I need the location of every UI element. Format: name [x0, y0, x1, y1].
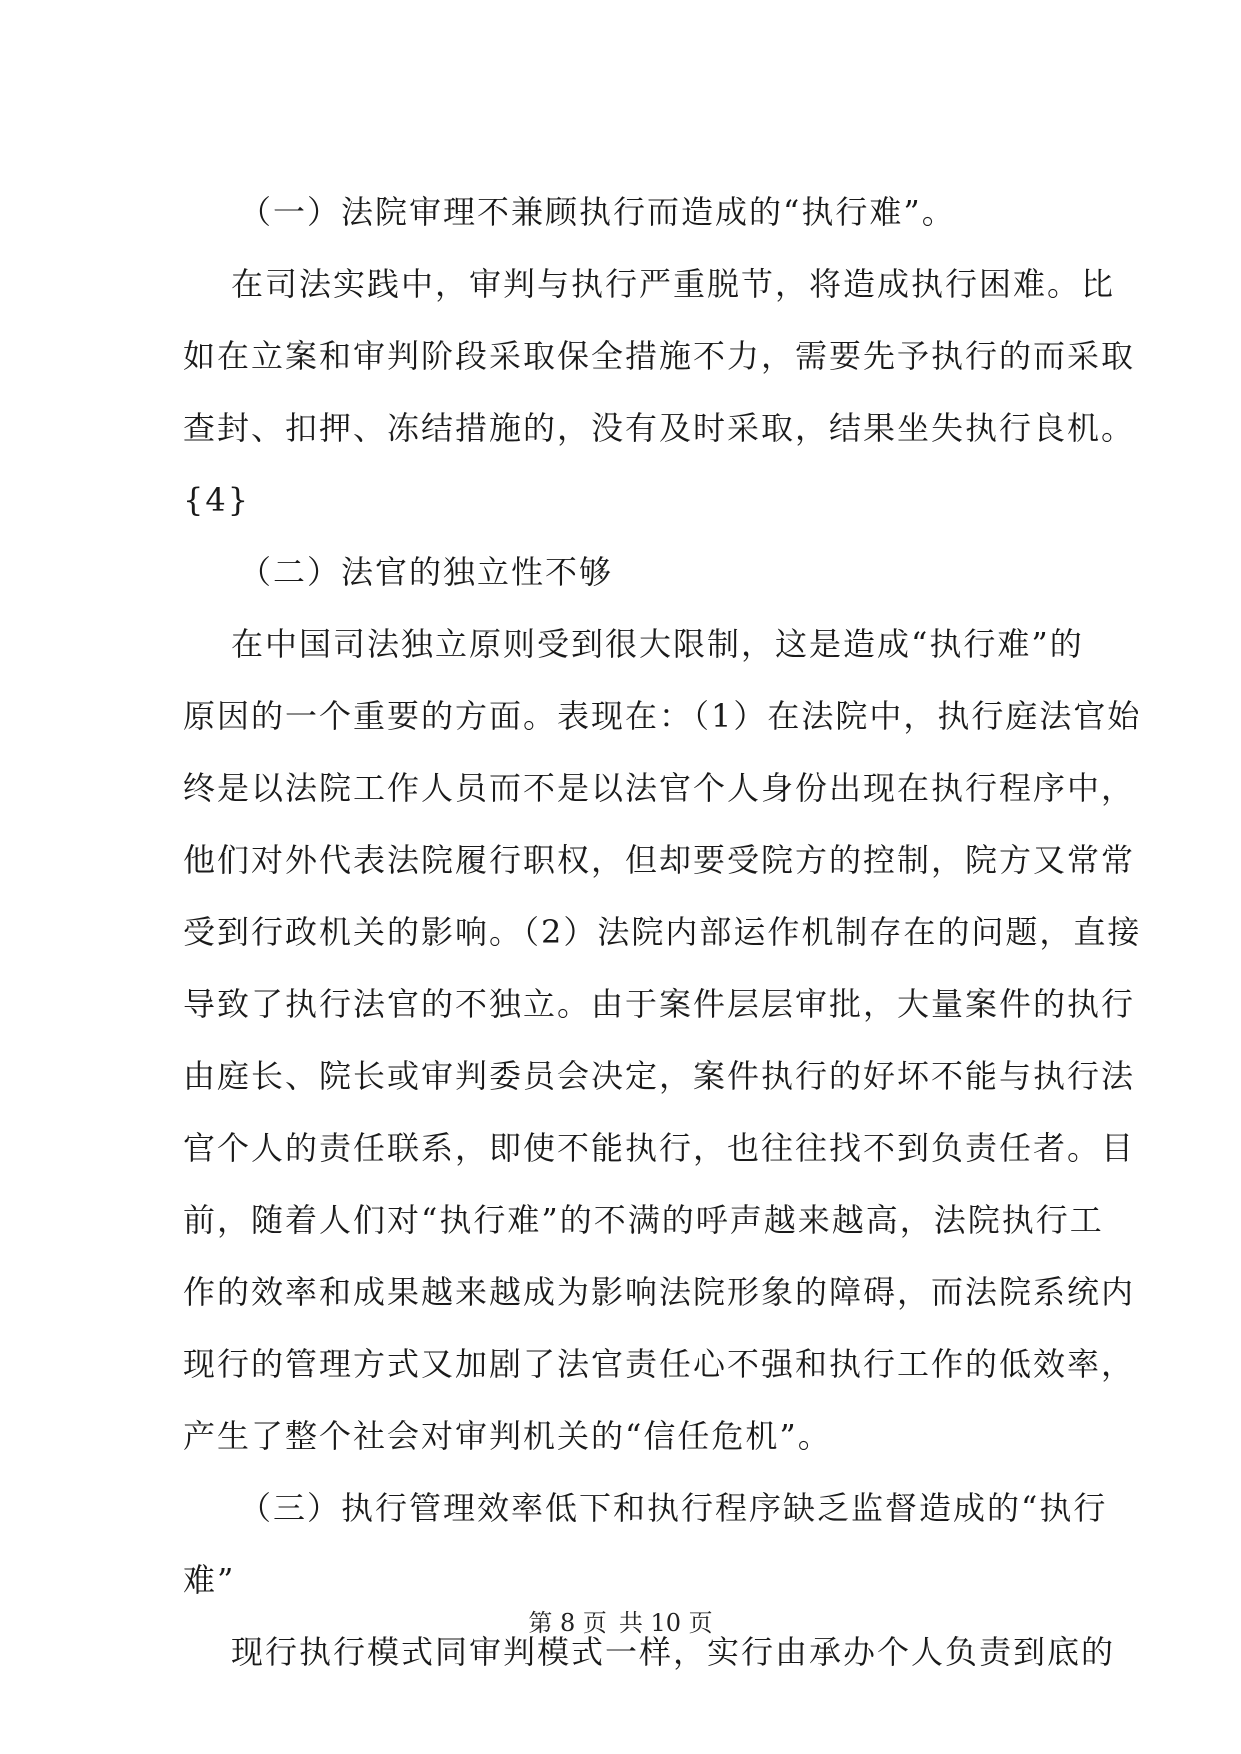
paragraph-line: 前，随着人们对“执行难”的不满的呼声越来越高，法院执行工 [183, 1201, 1104, 1239]
section-heading-1: （一）法院审理不兼顾执行而造成的“执行难”。 [239, 193, 956, 231]
page-number: 第 8 页 [528, 1609, 607, 1637]
paragraph-line: 现行执行模式同审判模式一样，实行由承办个人负责到底的 [231, 1633, 1116, 1671]
page-total: 共 10 页 [618, 1609, 713, 1637]
paragraph-line: 导致了执行法官的不独立。由于案件层层审批，大量案件的执行 [183, 985, 1136, 1023]
section-heading-3: （三）执行管理效率低下和执行程序缺乏监督造成的“执行 [239, 1489, 1108, 1527]
section-heading-3-continued: 难” [183, 1561, 236, 1599]
paragraph-line: 原因的一个重要的方面。表现在：（1）在法院中，执行庭法官始 [183, 697, 1142, 735]
paragraph-line: 终是以法院工作人员而不是以法官个人身份出现在执行程序中， [183, 769, 1136, 807]
citation-reference: {4} [183, 481, 251, 519]
paragraph-line: 由庭长、院长或审判委员会决定，案件执行的好坏不能与执行法 [183, 1057, 1136, 1095]
paragraph-line: 现行的管理方式又加剧了法官责任心不强和执行工作的低效率， [183, 1345, 1136, 1383]
paragraph-line: 在中国司法独立原则受到很大限制，这是造成“执行难”的 [231, 625, 1084, 663]
document-body [183, 176, 1142, 1688]
paragraph-line: 查封、扣押、冻结措施的，没有及时采取，结果坐失执行良机。 [183, 409, 1136, 447]
paragraph-line: 受到行政机关的影响。（2）法院内部运作机制存在的问题，直接 [183, 913, 1142, 951]
section-heading-2: （二）法官的独立性不够 [239, 553, 614, 591]
page-footer [0, 1608, 1241, 1638]
paragraph-line: 如在立案和审判阶段采取保全措施不力，需要先予执行的而采取 [183, 337, 1136, 375]
paragraph-line: 产生了整个社会对审判机关的“信任危机”。 [183, 1417, 832, 1455]
paragraph-line: 官个人的责任联系，即使不能执行，也往往找不到负责任者。目 [183, 1129, 1136, 1167]
paragraph-line: 作的效率和成果越来越成为影响法院形象的障碍，而法院系统内 [183, 1273, 1136, 1311]
paragraph-line: 他们对外代表法院履行职权，但却要受院方的控制，院方又常常 [183, 841, 1136, 879]
paragraph-line: 在司法实践中，审判与执行严重脱节，将造成执行困难。比 [231, 265, 1116, 303]
